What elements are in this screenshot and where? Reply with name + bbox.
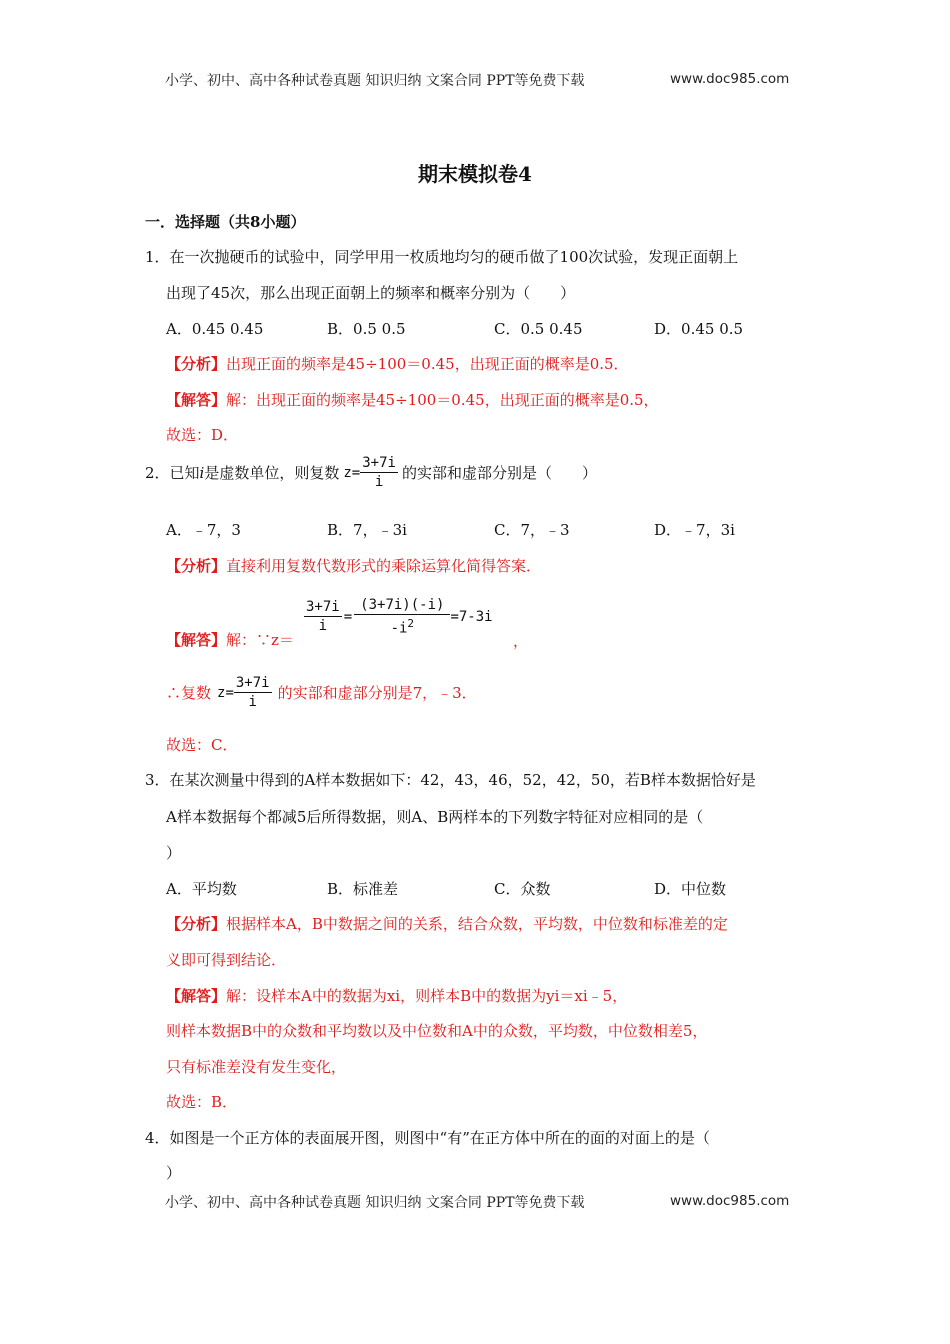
q2-stem-pre: 2．已知 — [145, 464, 200, 482]
q3-analysis-line2: 义即可得到结论． — [166, 951, 287, 969]
q1-analysis — [166, 353, 629, 374]
q2-formula-denominator: i — [374, 474, 384, 490]
q3-answer-line2: 则样本数据B中的众数和平均数以及中位数和A中的众数，平均数，中位数相差5， — [166, 1022, 708, 1040]
q2-option-c: C．7，﹣3 — [494, 521, 570, 539]
q2-option-d: D．﹣7，3i — [654, 521, 735, 539]
q2-sol-den1: i — [318, 618, 328, 635]
q4-stem-line2: ） — [166, 1164, 182, 1182]
q2-formula-z: z= — [343, 464, 361, 481]
q2-concl-denominator: i — [248, 694, 257, 710]
q2-analysis-tag: 【分析】 — [166, 557, 227, 575]
q2-formula — [343, 454, 398, 491]
q2-concl-fraction — [234, 674, 272, 711]
section-heading: 一．选择题（共8小题） — [145, 213, 306, 231]
q2-option-a: A．﹣7，3 — [166, 521, 241, 539]
q2-solution-formula — [304, 596, 493, 638]
q1-analysis-text: 出现正面的频率是45÷100＝0.45，出现正面的概率是0.5． — [226, 355, 629, 373]
q2-sol-den2-wrap — [391, 615, 414, 638]
q1-stem-line1: 1．在一次抛硬币的试验中，同学甲用一枚质地均匀的硬币做了100次试验，发现正面朝上 — [145, 248, 739, 266]
q3-analysis — [166, 913, 728, 934]
q3-answer — [166, 985, 627, 1006]
q3-choice: 故选：B． — [166, 1093, 238, 1111]
q2-concl-z: z= — [217, 684, 234, 701]
q2-formula-numerator: 3+7i — [362, 455, 396, 471]
footer-text: 小学、初中、高中各种试卷真题 知识归纳 文案合同 PPT等免费下载 — [165, 1195, 585, 1211]
q2-formula-fraction — [360, 454, 398, 491]
q2-analysis-text: 直接利用复数代数形式的乘除运算化简得答案． — [226, 557, 542, 575]
q3-stem-line2: A样本数据每个都减5后所得数据，则A、B两样本的下列数字特征对应相同的是（ — [166, 808, 704, 826]
q4-stem-line1: 4．如图是一个正方体的表面展开图，则图中“有”在正方体中所在的面的对面上的是（ — [145, 1129, 710, 1147]
q2-conclusion — [166, 674, 477, 711]
page-title: 期末模拟卷4 — [418, 162, 532, 186]
q1-answer-text: 解：出现正面的频率是45÷100＝0.45，出现正面的概率是0.5， — [226, 391, 659, 409]
q2-sol-fraction-2 — [354, 596, 450, 638]
header-text: 小学、初中、高中各种试卷真题 知识归纳 文案合同 PPT等免费下载 — [165, 73, 585, 89]
q2-sol-fraction-1 — [304, 598, 342, 635]
q2-answer-label — [166, 629, 294, 650]
q2-sol-num1: 3+7i — [306, 599, 340, 616]
q3-answer-text1: 解：设样本A中的数据为xi，则样本B中的数据为yi＝xi﹣5， — [226, 987, 628, 1005]
q1-choice: 故选：D． — [166, 426, 239, 444]
q2-stem-i: i — [199, 463, 205, 482]
q2-concl-numerator: 3+7i — [235, 675, 270, 691]
q3-option-a: A．平均数 — [166, 880, 237, 898]
q2-concl-pre: ∴复数 — [166, 684, 212, 702]
q2-answer-pre: 解：∵z＝ — [226, 631, 294, 649]
q2-sol-num2: (3+7i)(-i) — [354, 596, 450, 615]
q2-sol-exponent: 2 — [407, 617, 415, 630]
q2-sol-comma: ， — [513, 632, 529, 650]
footer-site-link[interactable]: www.doc985.com — [670, 1193, 790, 1209]
header-site-link[interactable]: www.doc985.com — [670, 71, 790, 87]
q1-option-a: A．0.45 0.45 — [166, 320, 264, 338]
q2-concl-formula — [217, 674, 272, 711]
header-site — [670, 71, 789, 87]
page-footer — [165, 1192, 585, 1212]
q3-option-b: B．标准差 — [327, 880, 399, 898]
q3-analysis-tag: 【分析】 — [166, 915, 227, 933]
q3-answer-tag: 【解答】 — [166, 987, 227, 1005]
q1-answer-tag: 【解答】 — [166, 391, 227, 409]
q2-answer-tag: 【解答】 — [166, 631, 227, 649]
q2-sol-equals: = — [343, 608, 353, 625]
page-header — [165, 70, 585, 90]
q2-option-b: B．7，﹣3i — [327, 521, 407, 539]
q3-answer-line3: 只有标准差没有发生变化， — [166, 1058, 347, 1076]
q1-option-b: B．0.5 0.5 — [327, 320, 406, 338]
q2-analysis — [166, 555, 541, 576]
footer-site — [670, 1193, 789, 1209]
q1-answer — [166, 389, 659, 410]
q2-sol-result: =7-3i — [450, 608, 493, 625]
q3-stem-line3: ） — [166, 844, 182, 862]
q3-option-d: D．中位数 — [654, 880, 727, 898]
q2-concl-post: 的实部和虚部分别是7，﹣3． — [277, 684, 477, 702]
q2-stem-mid: 是虚数单位，则复数 — [204, 464, 340, 482]
q2-choice: 故选：C． — [166, 736, 238, 754]
q2-stem-post: 的实部和虚部分别是（ ） — [401, 464, 597, 482]
q2-sol-den2: -i — [390, 620, 408, 637]
q1-analysis-tag: 【分析】 — [166, 355, 227, 373]
q1-option-c: C．0.5 0.45 — [494, 320, 583, 338]
q3-stem-line1: 3．在某次测量中得到的A样本数据如下：42，43，46，52，42，50，若B样本数据恰好是 — [145, 771, 756, 789]
q3-analysis-text1: 根据样本A，B中数据之间的关系，结合众数，平均数，中位数和标准差的定 — [226, 915, 728, 933]
q2-stem — [145, 454, 597, 491]
q1-stem-line2: 出现了45次，那么出现正面朝上的频率和概率分别为（ ） — [166, 284, 576, 302]
q1-option-d: D．0.45 0.5 — [654, 320, 744, 338]
q3-option-c: C．众数 — [494, 880, 551, 898]
